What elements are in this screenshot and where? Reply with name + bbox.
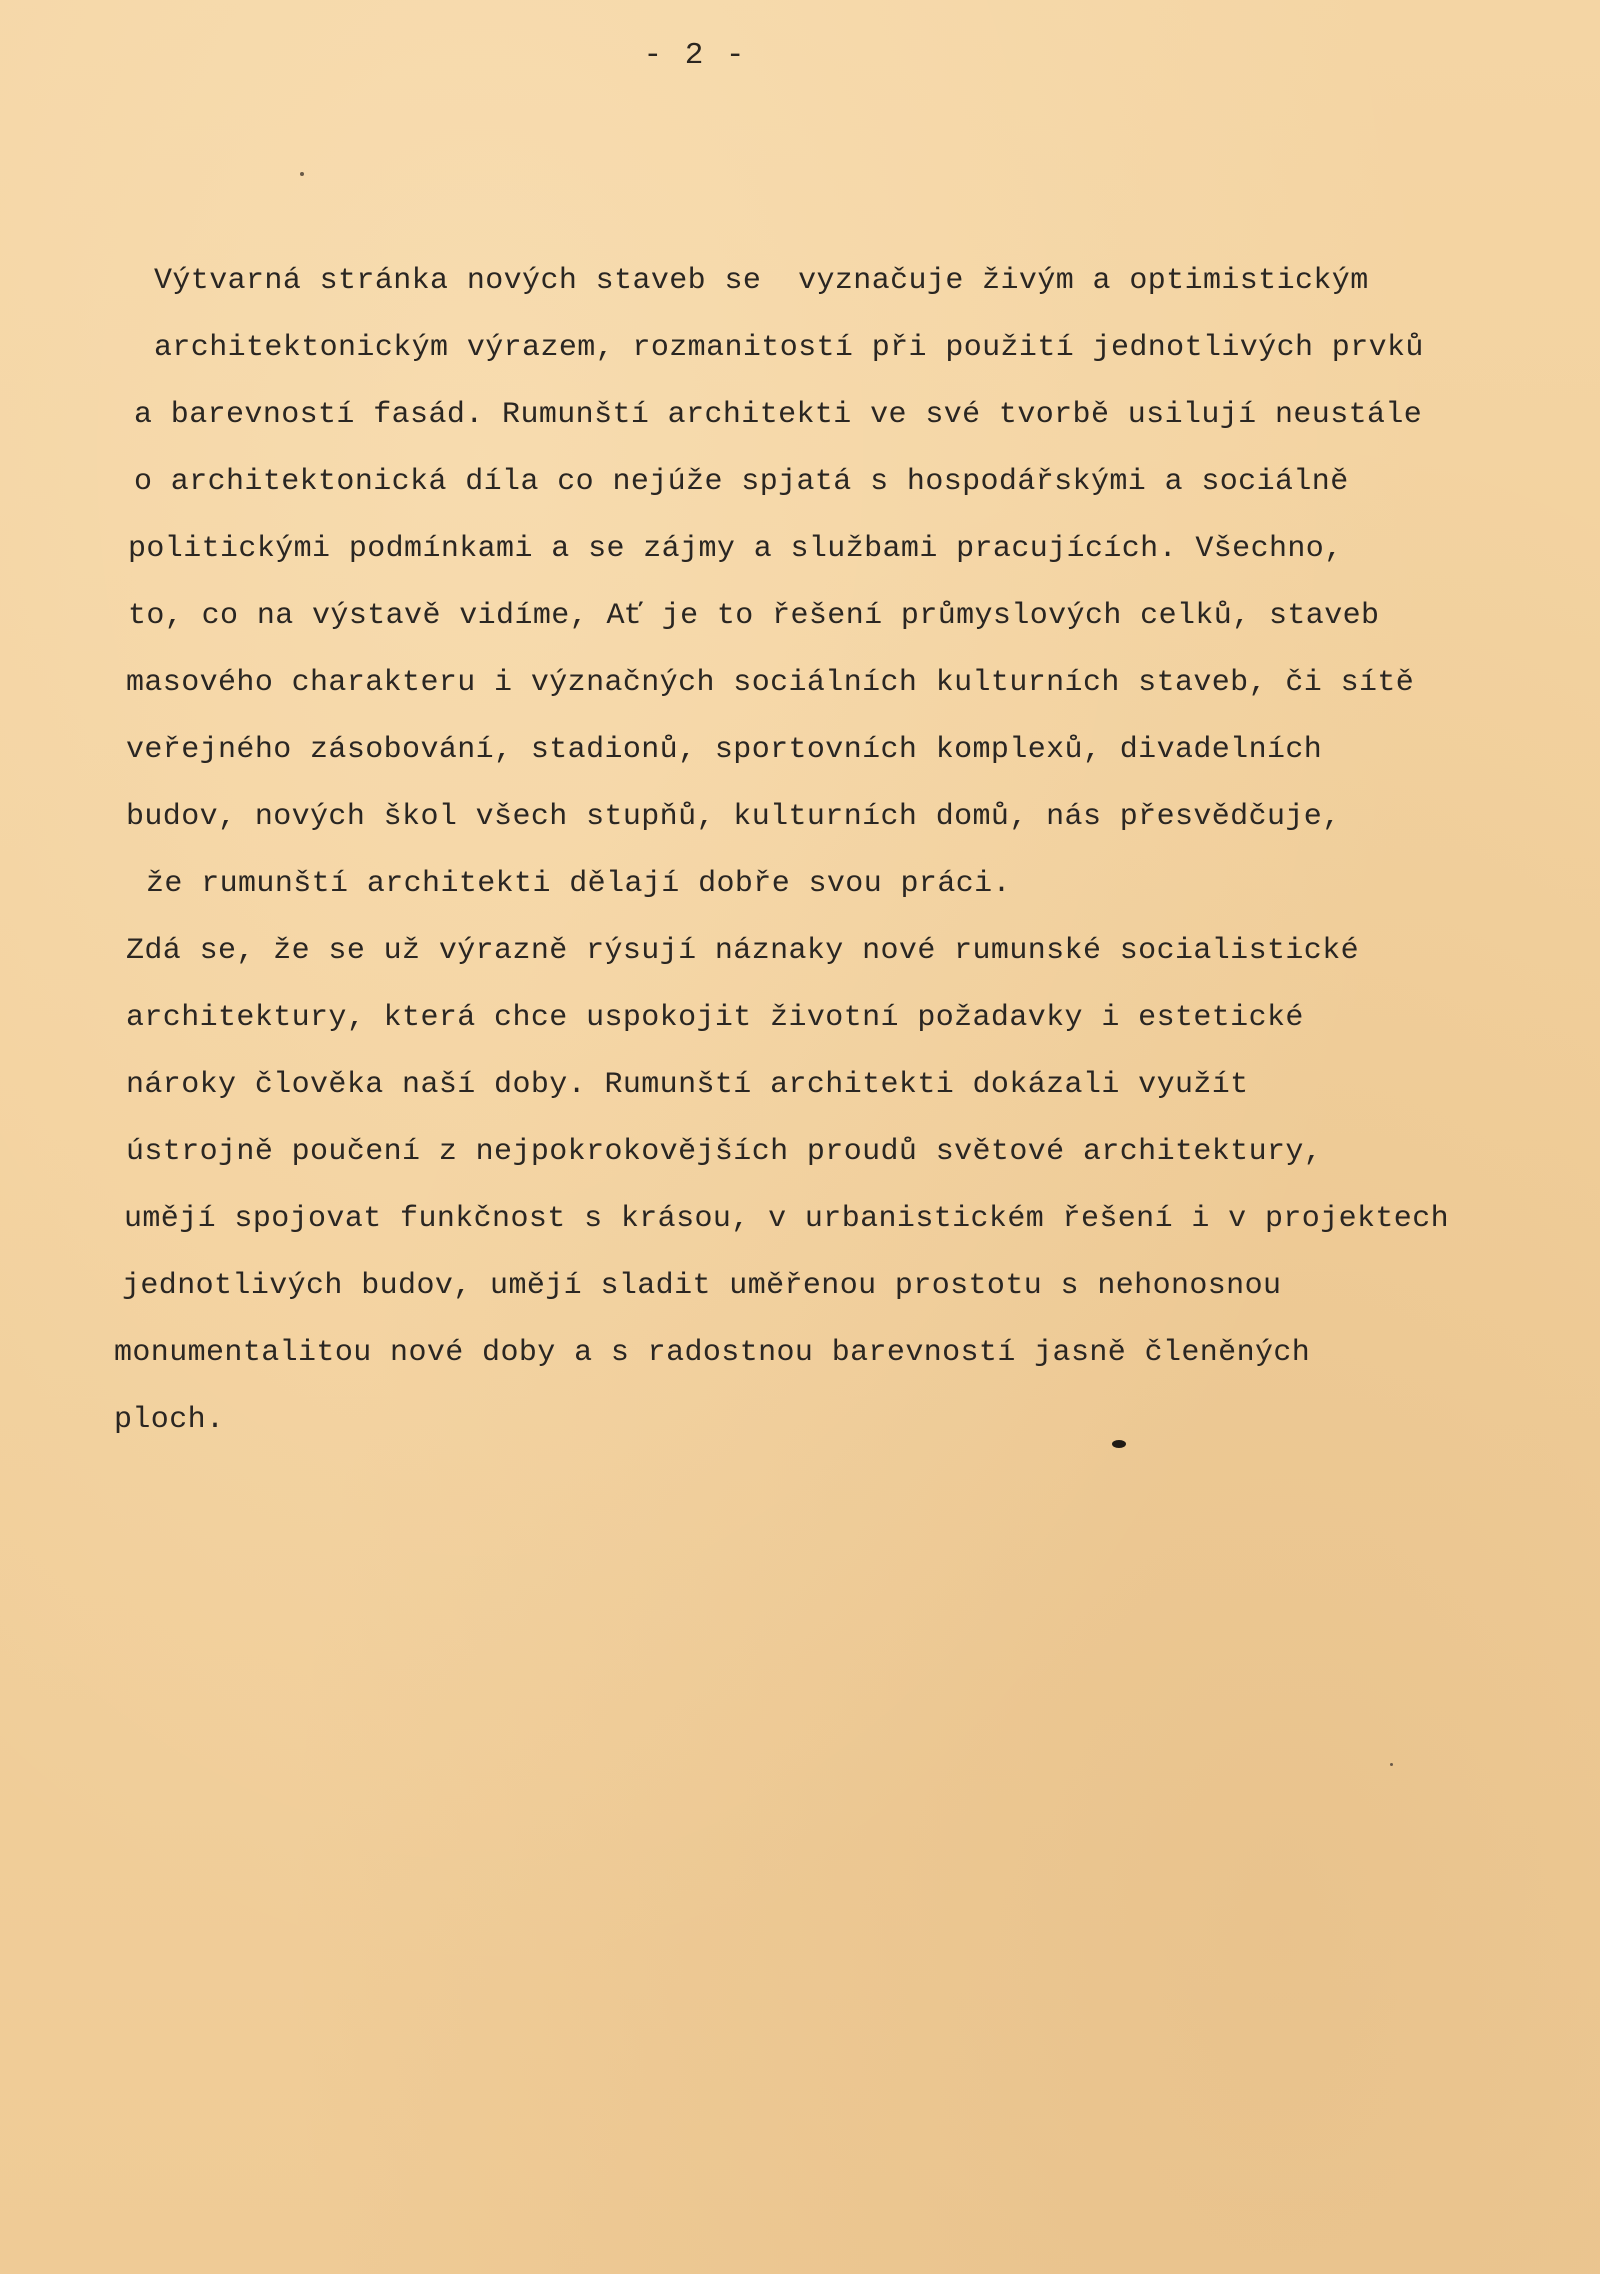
ink-speck bbox=[1112, 1440, 1126, 1448]
text-line: budov, nových škol všech stupňů, kulturních domů, nás přesvědčuje, bbox=[126, 800, 1341, 834]
text-line: architektonickým výrazem, rozmanitostí při použití jednotlivých prvků bbox=[154, 331, 1424, 365]
text-line: a barevností fasád. Rumunští architekti ve své tvorbě usilují neustále bbox=[134, 398, 1423, 432]
text-line: umějí spojovat funkčnost s krásou, v urbanistickém řešení i v projektech bbox=[124, 1202, 1450, 1236]
text-line: o architektonická díla co nejúže spjatá s hospodářskými a sociálně bbox=[134, 465, 1349, 499]
text-line: jednotlivých budov, umějí sladit uměřenou prostotu s nehonosnou bbox=[122, 1269, 1282, 1303]
ink-speck bbox=[1390, 1763, 1393, 1766]
text-line: politickými podmínkami a se zájmy a službami pracujících. Všechno, bbox=[128, 532, 1343, 566]
text-line: veřejného zásobování, stadionů, sportovních komplexů, divadelních bbox=[126, 733, 1323, 767]
text-line: to, co na výstavě vidíme, Ať je to řešení průmyslových celků, staveb bbox=[128, 599, 1380, 633]
text-line: Zdá se, že se už výrazně rýsují náznaky nové rumunské socialistické bbox=[126, 934, 1359, 968]
ink-speck bbox=[300, 172, 304, 176]
text-line: nároky člověka naší doby. Rumunští architekti dokázali využít bbox=[126, 1068, 1249, 1102]
typed-body-text bbox=[114, 248, 1574, 1454]
text-line: že rumunští architekti dělají dobře svou práci. bbox=[146, 867, 1011, 901]
page-number: - 2 - bbox=[643, 38, 747, 73]
text-line: ploch. bbox=[114, 1403, 225, 1437]
text-line: masového charakteru i význačných sociálních kulturních staveb, či sítě bbox=[126, 666, 1415, 700]
text-line: monumentalitou nové doby a s radostnou barevností jasně členěných bbox=[114, 1336, 1311, 1370]
text-line: Výtvarná stránka nových staveb se vyznačuje živým a optimistickým bbox=[154, 264, 1369, 298]
text-line: ústrojně poučení z nejpokrokovějších proudů světové architektury, bbox=[126, 1135, 1323, 1169]
text-line: architektury, která chce uspokojit životní požadavky i estetické bbox=[126, 1001, 1304, 1035]
